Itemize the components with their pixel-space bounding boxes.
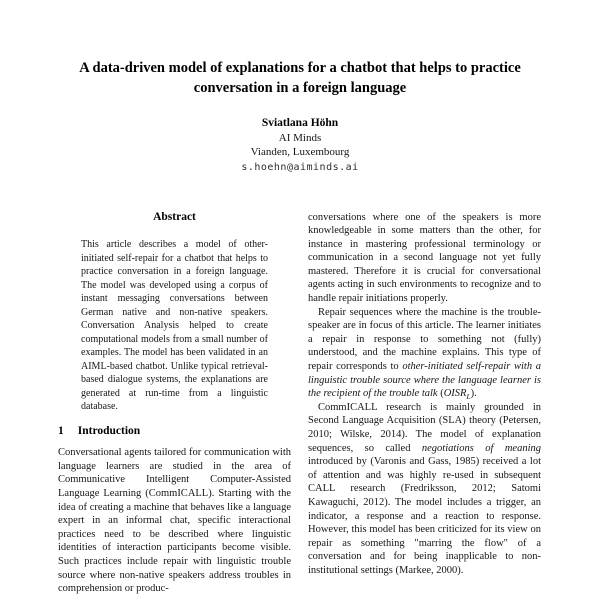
two-column-body [0,211,600,596]
paragraph [308,306,541,401]
right-column [308,211,541,596]
author-block [0,116,600,173]
author-location: Vianden, Luxembourg [250,146,350,158]
text-run: OISR [443,388,467,400]
text-run: This article describes a model of other-initiated self-repair for a chatbot that helps to practice conversation in a foreign language. The model was developed using a corpus of instant messaging conversations between German native and non-native speakers. Conversation Analysis helped to create computational models from a small number of examples. The model has been validated in an AIML-based chatbot. Unlike typical retrieval-based dialogue systems, the explanations are generated at run-time from a linguistic database. [81,239,268,413]
text-run: Repair sequences where the machine is the trouble-speaker are in focus of this article. The learner initiates a repair in response to something not (fully) understood, and the machine explains. This type of repair corresponds to [308,306,541,373]
text-run: conversations where one of the speakers is more knowledgeable in some matters than the other, for instance in mastering professional terminology or communication in a second language not yet fully mastered. Therefore it is crucial for conversational agents acting in such environments to recognize and to handle repair initiations properly. [308,211,541,305]
abstract-heading: Abstract [153,210,196,223]
right-column-body [308,211,541,578]
section-heading-introduction [58,425,291,439]
text-run: other-initiated self-repair with a linguistic trouble source where the language learner is the recipient of the trouble talk [308,361,541,400]
abstract-body [58,238,291,414]
paragraph [308,401,541,578]
text-run: CommICALL research is mainly grounded in Second Language Acquisition (SLA) theory (Petersen, 2010; Wilske, 2014). The model of explanation sequences, so called [308,401,541,454]
left-column [58,211,291,596]
author-affiliation: AI Minds [278,131,322,144]
text-run: ( [437,388,444,400]
paragraph [81,238,268,414]
section-title: Introduction [77,424,141,437]
author-name: Sviatlana Höhn [261,117,339,129]
text-run: negotiations of meaning [421,442,541,454]
title-block [0,0,600,173]
text-run: ). [470,388,477,400]
paragraph [58,446,291,596]
introduction-body [58,446,291,596]
text-run: L [466,392,471,402]
text-run: introduced by (Varonis and Gass, 1985) received a lot of attention and was highly re-used in subsequent CALL research (Fredriksson, 2012; Satomi Kawaguchi, 2012). The model includes a trigger, an indicator, a response and a reaction to response. However, this model has been criticized for its view on repair as something "marring the flow" of a conversation and for being inapplicable to non-institutional settings (Markee, 2000). [308,456,541,576]
paper-title: A data-driven model of explanations for a chatbot that helps to practice conversation in a foreign language [79,60,521,96]
text-run: Conversational agents tailored for communication with language learners are studied in the area of Communicative Intelligent Computer-Assisted Language Learning (CommICALL). Starting with the idea of creating a machine that behaves like a language expert in an informal chat, specific interactional practices need to be described where linguistic identities of interaction participants become visible. Such practices include repair with linguistic trouble source where non-native speakers address troubles in comprehension or produc- [58,447,291,595]
author-email: s.hoehn@aiminds.ai [241,161,359,173]
section-number: 1 [58,424,64,437]
paragraph [308,211,541,306]
